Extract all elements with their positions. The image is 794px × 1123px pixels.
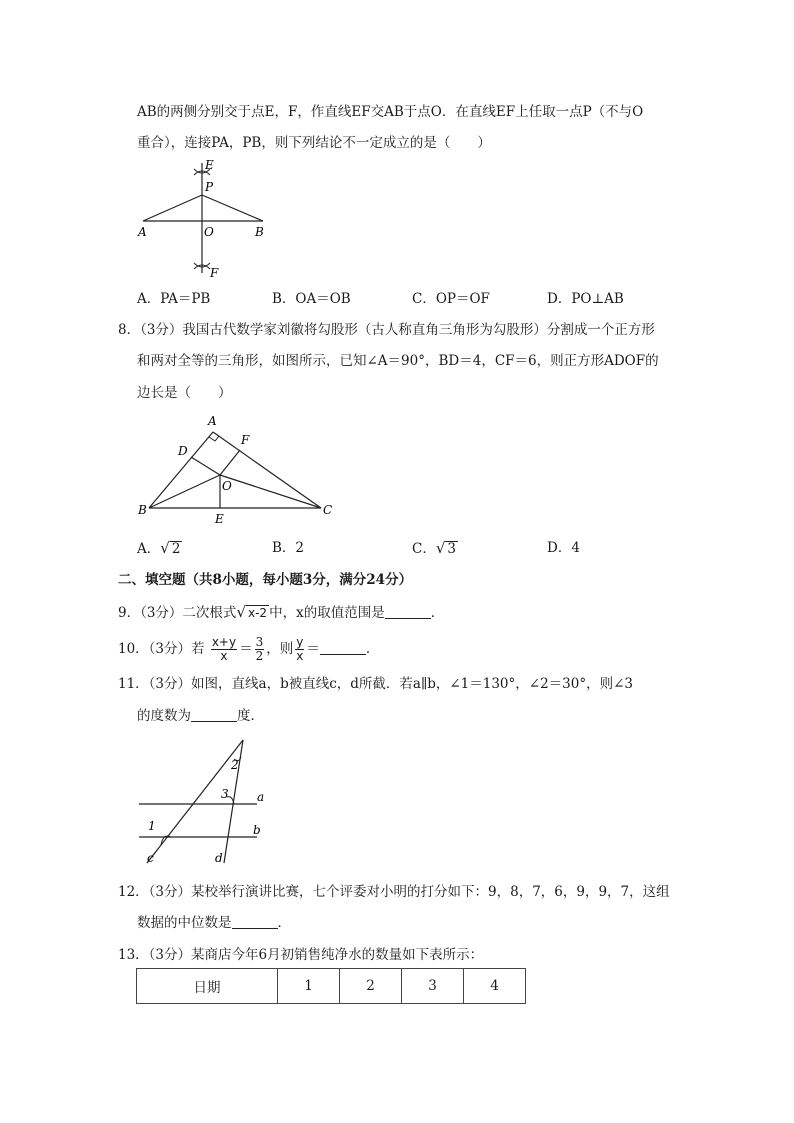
section-2-heading: 二、填空题（共8小题，每小题3分，满分24分） (118, 572, 413, 588)
table-cell: 2 (340, 969, 402, 1004)
q9-blank[interactable] (385, 604, 431, 619)
q7-option-d: D．PO⊥AB (547, 291, 624, 307)
label-E: E (215, 512, 224, 526)
line-a-label: a (257, 790, 265, 804)
angle-2-label: 2 (231, 758, 239, 772)
q12-line2: 数据的中位数是 ． (137, 915, 291, 931)
angle-1-label: 1 (148, 819, 156, 833)
q13-table (136, 968, 526, 1004)
q11-blank[interactable] (191, 707, 237, 722)
label-P: P (205, 180, 214, 194)
q8-figure (135, 410, 345, 530)
q8-option-a: A．√ 2 (137, 539, 181, 557)
q10-fraction-1: $\frac{x+y}{x}$ (211, 635, 237, 663)
line-c-label: c (147, 851, 154, 865)
q12-blank[interactable] (232, 914, 278, 929)
label-O: O (204, 225, 214, 239)
q9: 9．（3分）二次根式√ x-2 中，x的取值范围是 ． (118, 603, 445, 621)
q11-line1: 11．（3分）如图，直线a，b被直线c，d所截．若a∥b，∠1＝130°，∠2＝30°，则∠3 (118, 676, 633, 692)
table-cell: 4 (464, 969, 526, 1004)
q10: 10．（3分）若 $\frac{x+y}{x}$ ＝ $\frac{3}{2}$ ，则 $\frac{y}{x}$ ＝ ． (118, 635, 380, 663)
q11-figure (135, 735, 285, 870)
q11-line2: 的度数为 度． (137, 708, 264, 724)
q8-option-b: B．2 (272, 540, 305, 556)
q8-line3: 边长是（ ） (137, 385, 232, 401)
q10-fraction-3: $\frac{y}{x}$ (296, 635, 304, 663)
q7-line1: AB的两侧分别交于点E，F，作直线EF交AB于点O．在直线EF上任取一点P（不与O (137, 104, 644, 120)
label-D: D (178, 444, 188, 458)
table-cell: 3 (402, 969, 464, 1004)
q7-figure (130, 155, 280, 285)
q7-option-a: A．PA＝PB (137, 291, 211, 307)
angle-3-label: 3 (221, 787, 229, 801)
q8-line1: 8．（3分）我国古代数学家刘徽将勾股形（古人称直角三角形为勾股形）分割成一个正方形 (118, 322, 655, 338)
q7-option-c: C．OP＝OF (412, 291, 490, 307)
q10-blank[interactable] (320, 640, 366, 655)
q8-option-d: D．4 (547, 540, 580, 556)
q13-line1: 13．（3分）某商店今年6月初销售纯净水的数量如下表所示： (118, 947, 484, 963)
line-b-label: b (253, 823, 261, 837)
q8-line2: 和两对全等的三角形，如图所示，已知∠A＝90°，BD＝4，CF＝6，则正方形ADOF的 (137, 353, 659, 369)
label-A: A (138, 225, 147, 239)
line-d-label: d (215, 851, 223, 865)
table-cell: 1 (278, 969, 340, 1004)
q8-option-c: C．√ 3 (412, 539, 456, 557)
label-B: B (138, 503, 147, 517)
q10-fraction-2: $\frac{3}{2}$ (255, 635, 264, 663)
label-E: E (205, 158, 214, 172)
label-A: A (208, 414, 217, 428)
label-F: F (241, 433, 250, 447)
q12-line1: 12．（3分）某校举行演讲比赛，七个评委对小明的打分如下：9，8，7，6，9，9，7，这组 (118, 884, 670, 900)
q7-line2: 重合），连接PA，PB，则下列结论不一定成立的是（ ） (137, 135, 491, 151)
table-row (137, 969, 526, 1004)
label-F: F (210, 266, 219, 280)
label-O: O (222, 479, 232, 493)
label-C: C (323, 503, 333, 517)
q7-option-b: B．OA＝OB (272, 291, 351, 307)
table-header-cell: 日期 (137, 969, 278, 1004)
label-B: B (255, 225, 264, 239)
